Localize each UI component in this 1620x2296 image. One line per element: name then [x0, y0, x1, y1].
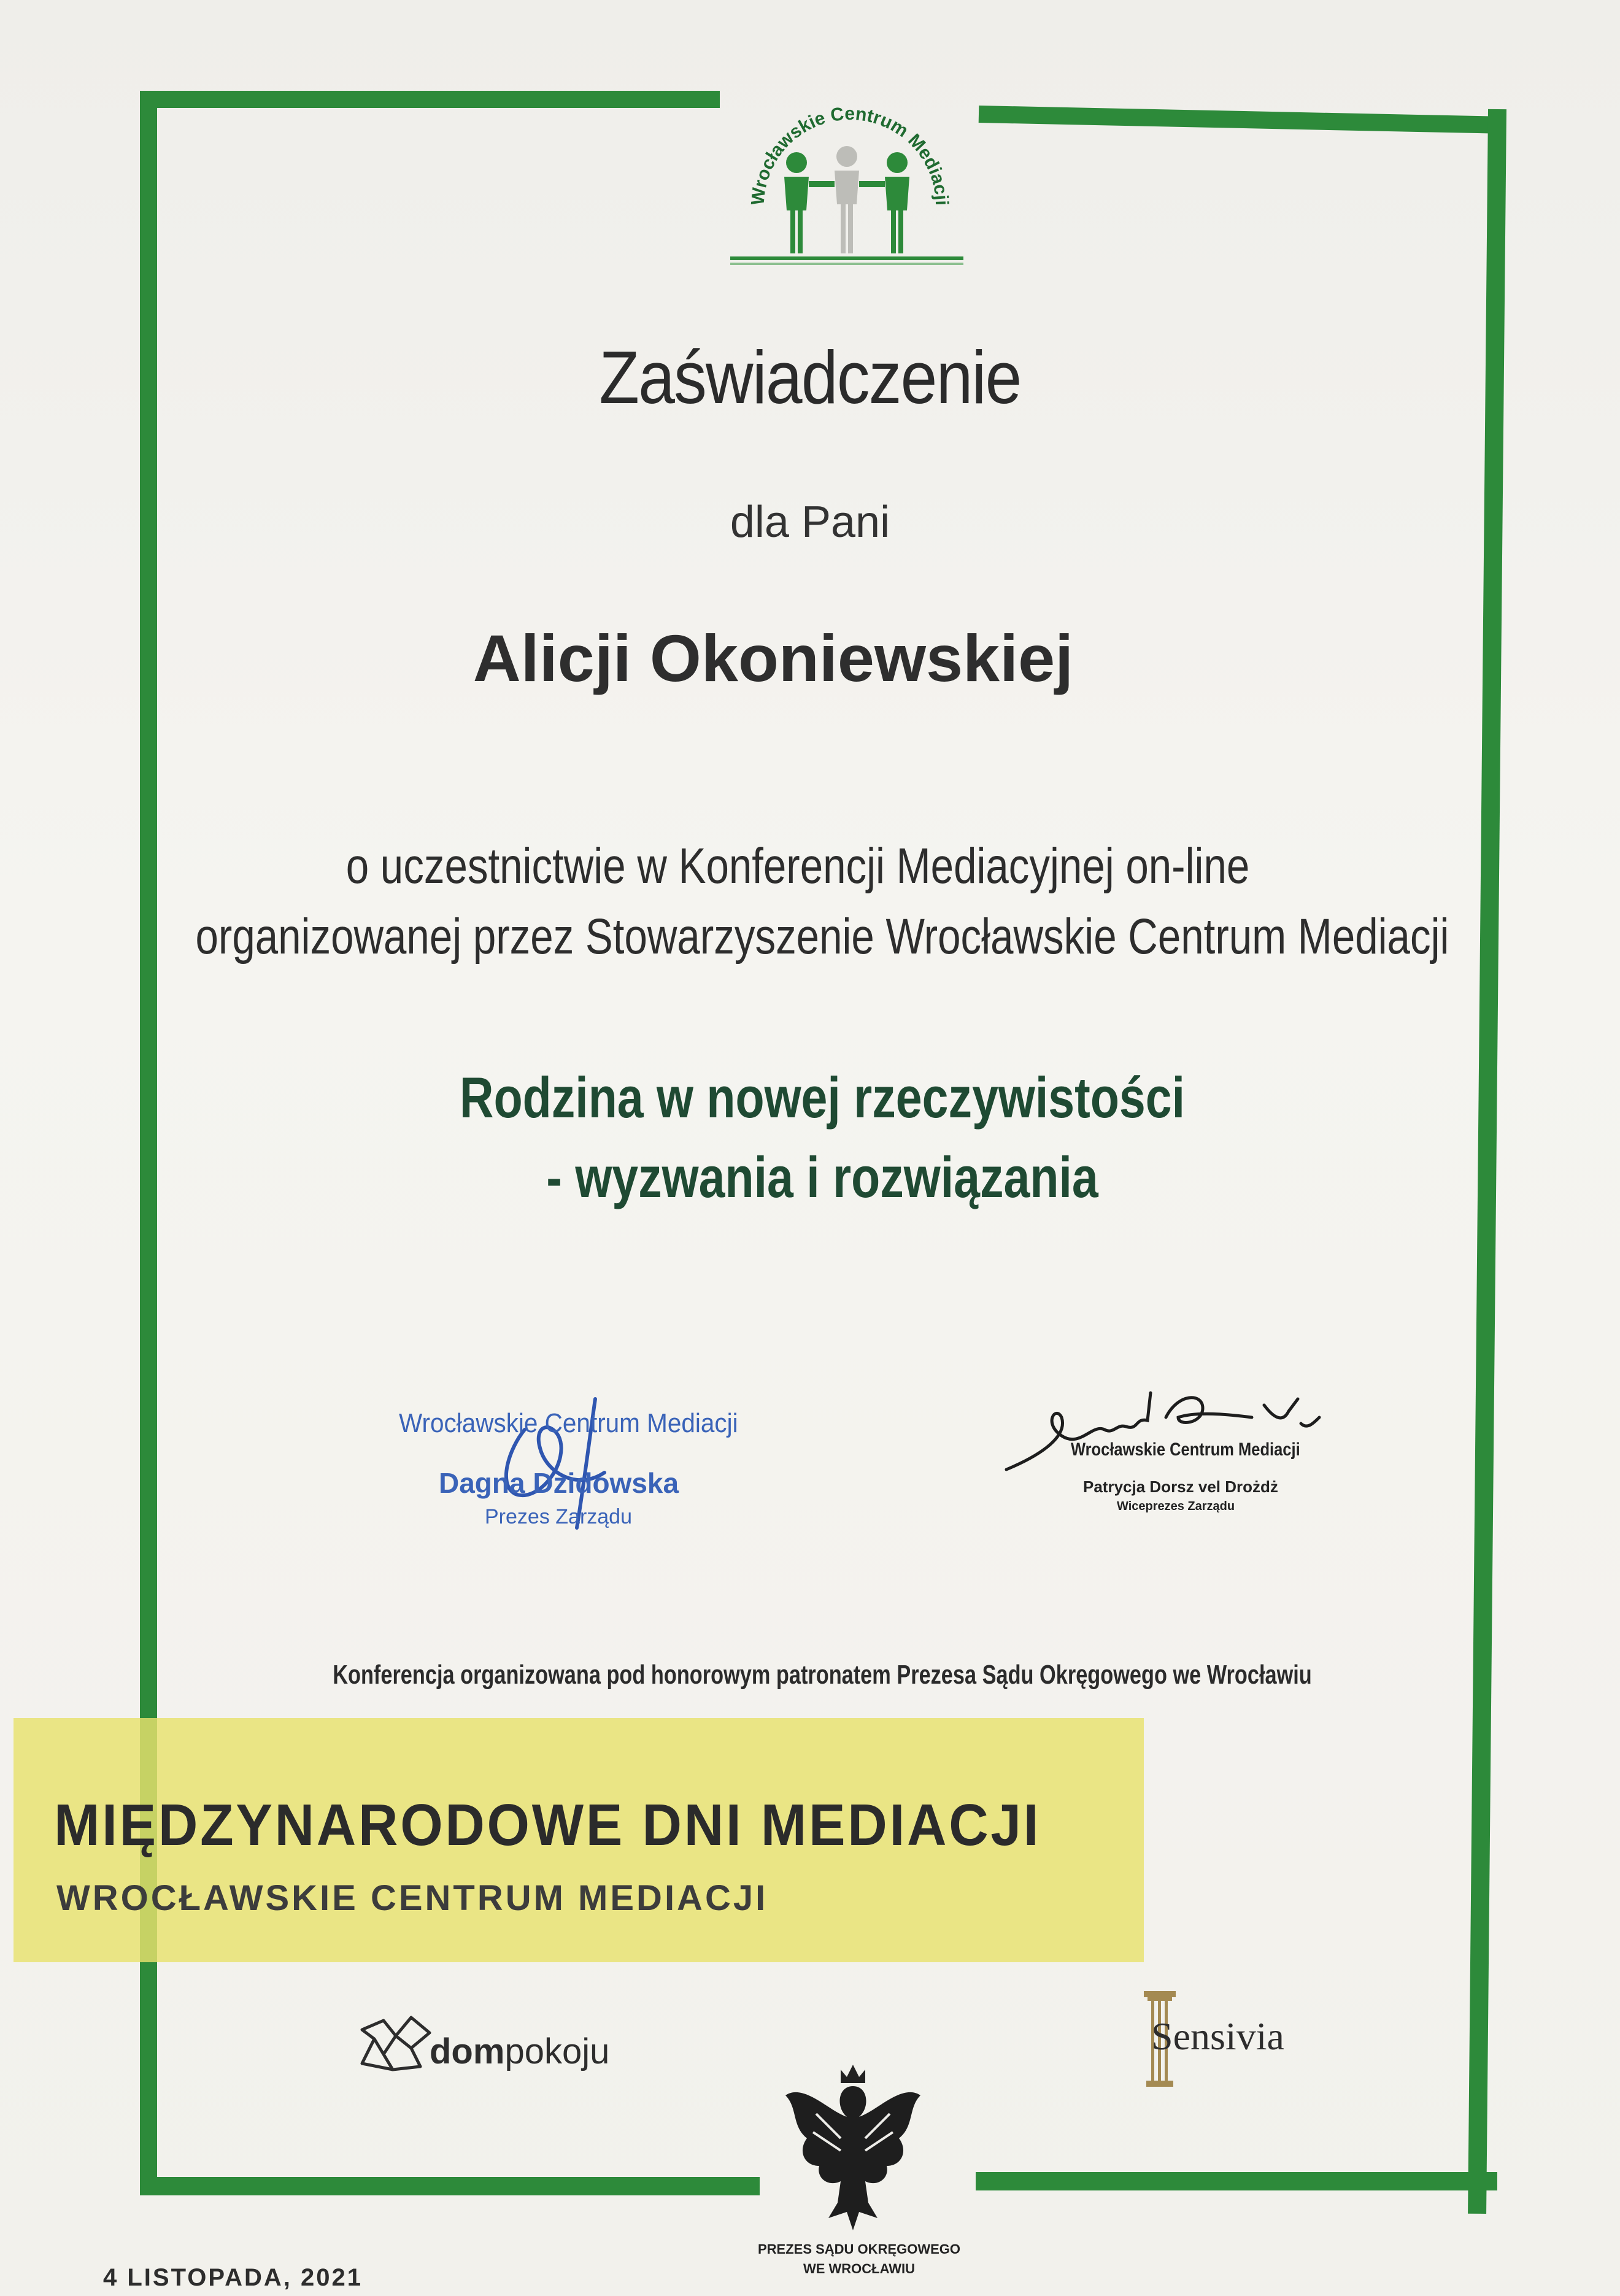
banner-subtitle: WROCŁAWSKIE CENTRUM MEDIACJI [56, 1878, 768, 1918]
body-line-1: o uczestnictwie w Konferencji Mediacyjnej on-line [345, 838, 1250, 894]
court-line-1: PREZES SĄDU OKRĘGOWEGO [757, 2241, 961, 2257]
dompokoju-rest: pokoju [504, 2032, 610, 2071]
frame-top-left [140, 91, 720, 108]
right-signer-role: Wiceprezes Zarządu [1117, 1500, 1235, 1513]
certificate-title: Zaświadczenie [599, 336, 1021, 419]
salutation: dla Pani [730, 498, 890, 547]
dompokoju-text [430, 2031, 609, 2072]
right-stamp-organization: Wrocławskie Centrum Mediacji [1071, 1439, 1300, 1460]
right-signer-name: Patrycja Dorsz vel Drożdż [1083, 1477, 1278, 1496]
left-signer-role: Prezes Zarządu [485, 1505, 632, 1528]
frame-bottom-left [140, 2177, 760, 2195]
logo-text: Wrocławskie Centrum Mediacji [747, 104, 952, 206]
left-signer-name: Dagna Dzidowska [439, 1467, 679, 1499]
event-date: 4 LISTOPADA, 2021 [103, 2264, 363, 2291]
polish-eagle-emblem-icon [779, 2059, 927, 2236]
sensivia-text: Sensivia [1151, 2014, 1284, 2058]
wcm-logo [724, 92, 970, 270]
dompokoju-logo-icon [359, 2011, 433, 2073]
recipient-name: Alicji Okoniewskiej [472, 621, 1074, 695]
topic-line-1: Rodzina w nowej rzeczywistości [459, 1065, 1186, 1130]
patronage-note: Konferencja organizowana pod honorowym patronatem Prezesa Sądu Okręgowego we Wrocławiu [333, 1660, 1312, 1690]
banner-title: MIĘDZYNARODOWE DNI MEDIACJI [54, 1792, 1041, 1858]
dompokoju-bold: dom [430, 2032, 505, 2071]
court-line-2: WE WROCŁAWIU [803, 2261, 916, 2276]
frame-bottom-right [976, 2172, 1497, 2190]
topic-line-2: - wyzwania i rozwiązania [546, 1145, 1098, 1209]
left-stamp-organization: Wrocławskie Centrum Mediacji [399, 1408, 738, 1438]
body-line-2: organizowanej przez Stowarzyszenie Wrocławskie Centrum Mediacji [195, 909, 1449, 965]
frame-top-right [979, 106, 1503, 134]
